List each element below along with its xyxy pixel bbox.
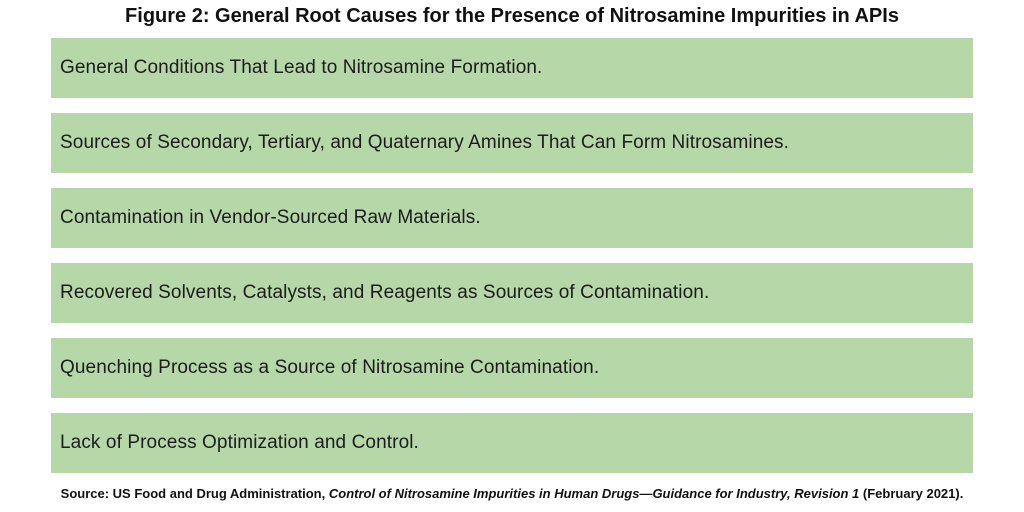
root-cause-box-4: [51, 263, 973, 323]
source-publication: Control of Nitrosamine Impurities in Human Drugs—Guidance for Industry, Revision 1: [328, 486, 860, 501]
root-cause-label: Contamination in Vendor-Sourced Raw Materials.: [60, 207, 481, 228]
source-citation: [0, 485, 1024, 503]
root-cause-label: Sources of Secondary, Tertiary, and Quaternary Amines That Can Form Nitrosamines.: [60, 132, 790, 153]
root-cause-label: Recovered Solvents, Catalysts, and Reagents as Sources of Contamination.: [60, 282, 710, 303]
root-cause-box-1: [51, 38, 973, 98]
root-cause-box-6: [51, 413, 973, 473]
root-cause-list: [51, 38, 973, 473]
source-suffix: (February 2021).: [859, 486, 964, 501]
root-cause-label: Quenching Process as a Source of Nitrosamine Contamination.: [60, 357, 600, 378]
root-cause-label: Lack of Process Optimization and Control.: [60, 432, 419, 453]
root-cause-box-2: [51, 113, 973, 173]
figure-title: Figure 2: General Root Causes for the Presence of Nitrosamine Impurities in APIs: [125, 5, 899, 27]
root-cause-label: General Conditions That Lead to Nitrosamine Formation.: [60, 57, 543, 78]
root-cause-box-5: [51, 338, 973, 398]
source-prefix: Source: US Food and Drug Administration,: [60, 486, 329, 501]
root-cause-box-3: [51, 188, 973, 248]
